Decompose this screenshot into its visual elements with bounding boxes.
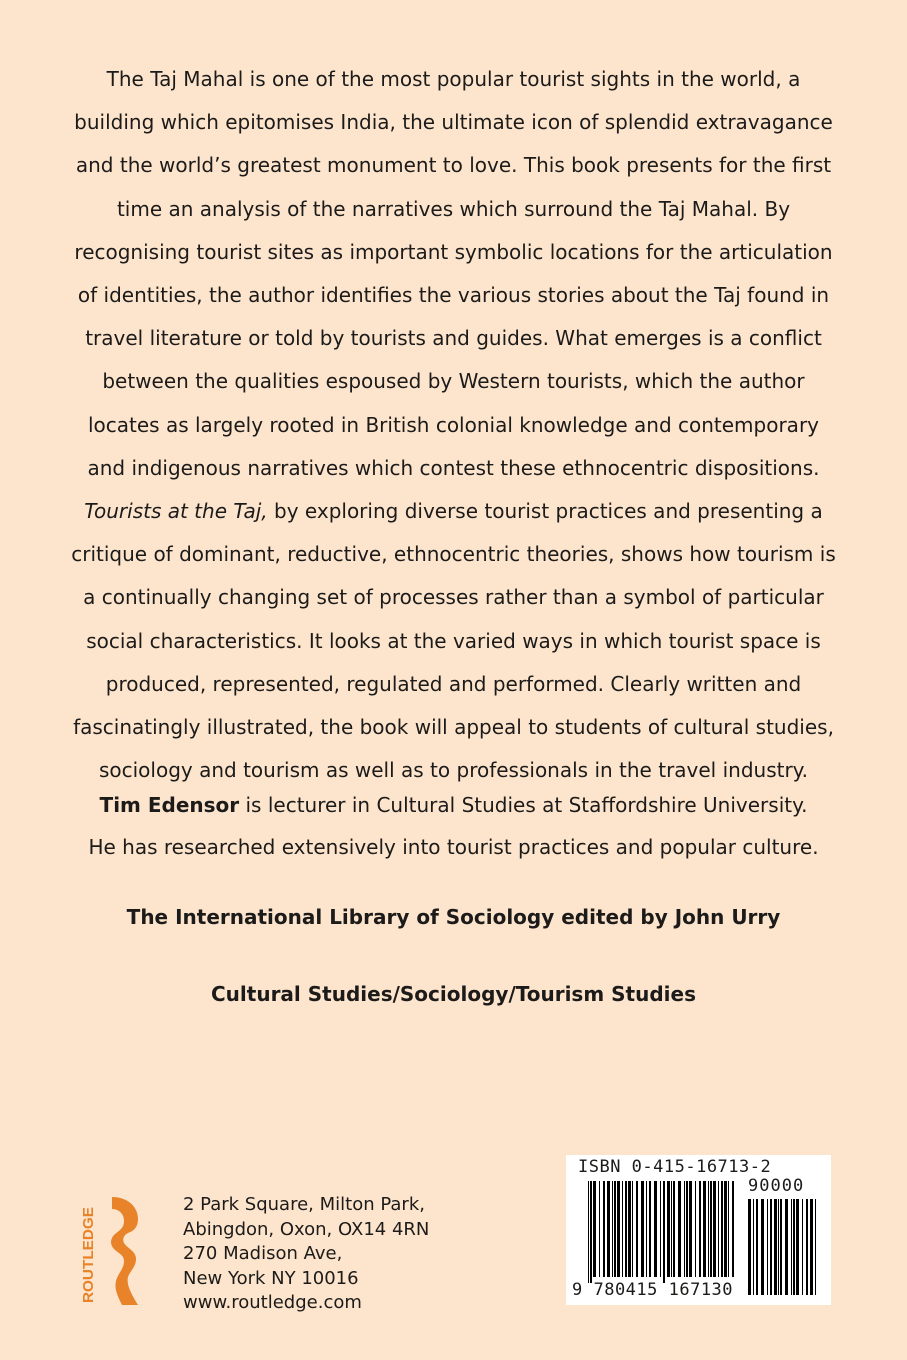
address-line: Abingdon, Oxon, OX14 4RN bbox=[183, 1218, 430, 1240]
barcode-bar bbox=[599, 1181, 600, 1277]
blurb-paragraph-2 bbox=[70, 490, 837, 792]
barcode-bar bbox=[774, 1199, 777, 1295]
author-name: Tim Edensor bbox=[99, 793, 240, 817]
barcode-bar bbox=[684, 1181, 685, 1277]
barcode-bar bbox=[748, 1199, 751, 1295]
barcode-bar bbox=[588, 1181, 589, 1283]
series-title: The International Library of Sociology edited by John Urry bbox=[126, 905, 781, 929]
barcode-bar bbox=[791, 1199, 792, 1295]
barcode-bar bbox=[612, 1181, 613, 1277]
barcode-bar bbox=[785, 1199, 788, 1295]
barcode-bar bbox=[810, 1199, 813, 1295]
barcode-bar bbox=[628, 1181, 631, 1277]
barcode-bar bbox=[654, 1181, 657, 1277]
address-line: 2 Park Square, Milton Park, bbox=[183, 1194, 425, 1215]
barcode-bar bbox=[802, 1199, 803, 1295]
blurb-paragraph-1: The Taj Mahal is one of the most popular tourist sights in the world, a building which epitomises India, the ultimate icon of splendid extravagance and the world’s greatest monument to love. This book presents for the first time an analysis of the narratives which surround the Taj Mahal. By recognising tourist sites as important symbolic locations for the articulation of identities, the author identifies the various stories about the Taj found in travel literature or told by tourists and guides. What emerges is a conflict between the qualities espoused by Western tourists, which the author locates as largely rooted in British colonial knowledge and contemporary and indigenous narratives which contest these ethnocentric dispositions. bbox=[74, 67, 833, 480]
barcode-bar bbox=[756, 1199, 758, 1295]
routledge-logo-mark bbox=[111, 1197, 138, 1305]
author-bio-line-1 bbox=[70, 784, 837, 826]
barcode-bar bbox=[614, 1181, 616, 1277]
barcode-bar bbox=[732, 1181, 734, 1277]
blurb-paragraph-2-text: by exploring diverse tourist practices and presenting a critique of dominant, reductive, ethnocentric theories, shows how tourism is a continually changing set of processes rather than a symbol of particular social characteristics. It looks at the varied ways in which tourist space is produced, represented, regulated and performed. Clearly written and fascinatingly illustrated, the book will appeal to students of cultural studies, sociology and tourism as well as to professionals in the travel industry. bbox=[71, 499, 836, 783]
author-bio bbox=[70, 784, 837, 868]
barcode-bar bbox=[699, 1181, 701, 1277]
barcode-bar bbox=[603, 1181, 605, 1277]
barcode-bar bbox=[686, 1181, 688, 1277]
barcode-bar bbox=[660, 1181, 661, 1277]
ean-number: 9 780415 167130 bbox=[572, 1280, 734, 1300]
price-addon-number: 90000 bbox=[748, 1176, 805, 1196]
barcode-bar bbox=[663, 1181, 665, 1283]
barcode-bar bbox=[622, 1181, 623, 1277]
barcode-bar bbox=[710, 1181, 712, 1277]
barcode-bar bbox=[678, 1181, 681, 1277]
publisher-website: www.routledge.com bbox=[183, 1292, 362, 1313]
barcode-bar bbox=[695, 1181, 696, 1277]
barcode-bar bbox=[703, 1181, 706, 1277]
barcode-bar bbox=[673, 1181, 675, 1277]
barcode-bar bbox=[770, 1199, 772, 1295]
barcode-bar bbox=[641, 1181, 644, 1277]
barcode-bar bbox=[724, 1181, 727, 1277]
barcode-bar bbox=[721, 1181, 723, 1277]
barcode-bar bbox=[761, 1199, 764, 1295]
barcode-bar bbox=[728, 1181, 729, 1277]
publisher-address bbox=[183, 1193, 429, 1316]
barcode-bar bbox=[806, 1199, 808, 1295]
barcode-bar bbox=[590, 1181, 592, 1283]
barcode-bar bbox=[636, 1181, 638, 1277]
blurb bbox=[70, 58, 837, 792]
barcode-bar bbox=[625, 1181, 627, 1277]
barcode-bar bbox=[607, 1181, 610, 1277]
barcode-bar bbox=[646, 1181, 647, 1277]
book-title: Tourists at the Taj, bbox=[84, 499, 268, 524]
routledge-logo bbox=[78, 1195, 140, 1307]
addon-bars bbox=[748, 1199, 816, 1295]
ean-bars bbox=[588, 1181, 734, 1283]
author-bio-line-2: He has researched extensively into tourist practices and popular culture. bbox=[88, 835, 819, 859]
barcode-bar bbox=[778, 1199, 779, 1295]
barcode-bar bbox=[793, 1199, 795, 1295]
barcode-bar bbox=[708, 1181, 709, 1277]
address-line: 270 Madison Ave, bbox=[183, 1243, 343, 1264]
barcode-bar bbox=[593, 1181, 596, 1277]
barcode-bar bbox=[767, 1199, 768, 1295]
barcode-bar bbox=[780, 1199, 782, 1295]
barcode-bar bbox=[796, 1199, 799, 1295]
barcode-bar bbox=[689, 1181, 692, 1277]
isbn-label: ISBN 0-415-16713-2 bbox=[578, 1157, 772, 1177]
barcode-bar bbox=[667, 1181, 670, 1277]
barcode-bar bbox=[713, 1181, 716, 1277]
barcode-bar bbox=[617, 1181, 620, 1277]
barcode-bar bbox=[671, 1181, 672, 1277]
address-line: New York NY 10016 bbox=[183, 1267, 359, 1289]
barcode-bar bbox=[815, 1199, 816, 1295]
subject-categories: Cultural Studies/Sociology/Tourism Studies bbox=[211, 982, 696, 1006]
author-role: is lecturer in Cultural Studies at Staffordshire University. bbox=[239, 793, 808, 817]
barcode-bar bbox=[753, 1199, 754, 1295]
barcode-bar bbox=[649, 1181, 651, 1277]
barcode-bar bbox=[718, 1181, 719, 1277]
barcode bbox=[566, 1155, 831, 1305]
barcode-bar bbox=[632, 1181, 633, 1277]
routledge-logo-text: ROUTLEDGE bbox=[81, 1211, 97, 1303]
